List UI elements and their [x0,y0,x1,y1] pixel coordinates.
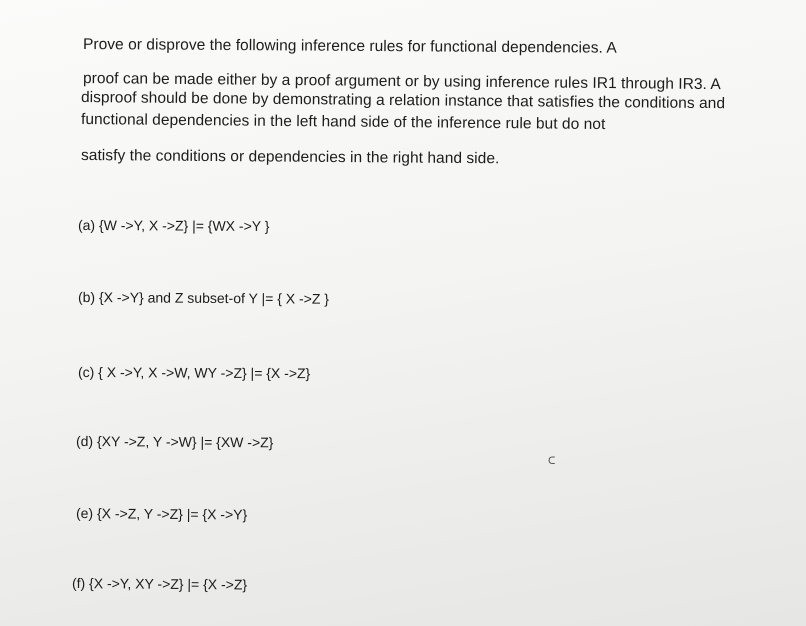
intro-line-1: Prove or disprove the following inference rules for functional dependencies. A [82,36,617,57]
stray-mark: ᑕ [548,456,556,467]
rule-b: (b) {X ->Y} and Z subset-of Y |= { X ->Z } [77,289,330,307]
intro-line-4: functional dependencies in the left hand side of the inference rule but do not [80,111,606,134]
intro-line-2: proof can be made either by a proof argument or by using inference rules IR1 through IR3. A [82,70,721,94]
rule-a: (a) {W ->Y, X ->Z} |= {WX ->Y } [77,217,270,235]
rule-e: (e) {X ->Z, Y ->Z} |= {X ->Y} [75,505,248,523]
intro-line-3: disproof should be done by demonstrating a relation instance that satisfies the conditions and [80,89,726,113]
rule-c: (c) { X ->Y, X ->W, WY ->Z} |= {X ->Z} [77,364,311,382]
rule-f: (f) {X ->Y, XY ->Z} |= {X ->Z} [71,575,248,593]
rule-d: (d) {XY ->Z, Y ->W} |= {XW ->Z} [75,433,274,451]
intro-line-5: satisfy the conditions or dependencies in the right hand side. [80,147,500,168]
